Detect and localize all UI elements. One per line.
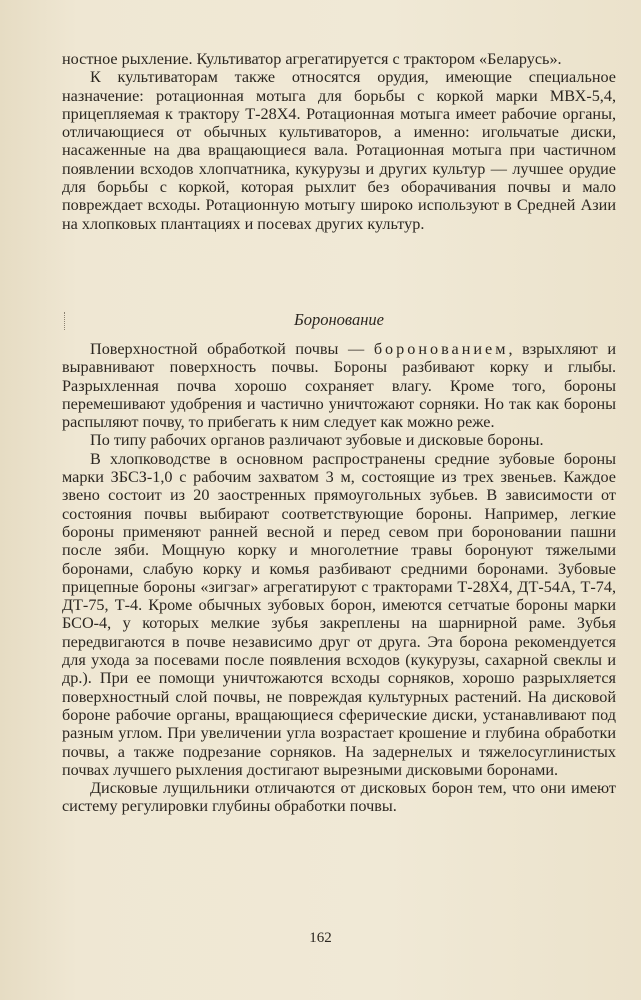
paragraph-boronovanie-intro (62, 340, 616, 431)
paragraph-continuation: ностное рыхление. Культиватор агрегатируется с трактором «Беларусь». (62, 50, 562, 68)
paragraph-harrow-types: По типу рабочих органов различают зубовые и дисковые бороны. (90, 431, 544, 450)
text-block-bottom (62, 340, 616, 816)
intro-after: , взрыхляют и выравнивают поверхность почвы. Бороны разбивают корку и глыбы. Разрыхленная почва хорошо сохраняет влагу. Кроме того, бороны перемешивают удобрения и частично уничтожают сорняки. Но так как бороны распыляют почву, то прибегать к ним следует как можно реже. (62, 340, 616, 432)
text-block-top (62, 50, 616, 233)
paragraph-tooth-harrows: В хлопководстве в основном распространены средние зубовые бороны марки ЗБСЗ-1,0 с рабочим захватом 3 м, состоящие из трех звеньев. Каждое звено состоит из 20 заостренных прямоугольных зубьев. В зависимости от состояния почвы выбирают соответствующие бороны. Например, легкие бороны применяют ранней весной и перед севом при бороновании пашни после зяби. Мощную корку и многолетние травы боронуют тяжелыми боронами, слабую корку и комья разбивают средними боронами. Зубовые прицепные бороны «зигзаг» агрегатируют с тракторами Т-28Х4, ДТ-54А, Т-74, ДТ-75, Т-4. Кроме обычных зубовых борон, имеются сетчатые бороны марки БСО-4, у которых мелкие зубья закреплены на шарнирной раме. Зубья передвигаются в почве независимо друг от друга. Эта борона рекомендуется для ухода за посевами после появления всходов (кукурузы, сахарной свеклы и др.). При ее помощи уничтожаются всходы сорняков, хорошо разрыхляется поверхностный слой почвы, не повреждая культурных растений. На дисковой бороне рабочие органы, вращающиеся сферические диски, устанавливают под разным углом. При увеличении угла возрастает крошение и глубина обработки почвы, а также подрезание сорняков. На задернелых и тяжелосуглинистых почвах лучшего рыхления достигают вырезными дисковыми боронами. (62, 449, 616, 779)
page-number: 162 (309, 930, 332, 946)
section-heading: Боронование (294, 310, 384, 329)
intro-emphasis-term: боронованием (373, 340, 509, 358)
paragraph-cultivators: К культиваторам также относятся орудия, имеющие специальное назначение: ротационная мотыга для борьбы с коркой марки МВХ-5,4, прицепляемая к трактору Т-28Х4. Ротационная мотыга имеет рабочие органы, отличающиеся от обычных культиваторов, а именно: игольчатые диски, насаженные на два вращающиеся вала. Ротационная мотыга при частичном появлении всходов хлопчатника, кукурузы и других культур — лучшее орудие для борьбы с коркой, которая рыхлит без оборачивания почвы и мало повреждает всходы. Ротационную мотыгу широко используют в Средней Азии на хлопковых плантациях и посевах других культур. (62, 68, 616, 233)
paragraph-disc-hullers: Дисковые лущильники отличаются от дисковых борон тем, что они имеют систему регулировки глубины обработки почвы. (62, 779, 616, 816)
intro-before: Поверхностной обработкой почвы — (90, 340, 374, 358)
